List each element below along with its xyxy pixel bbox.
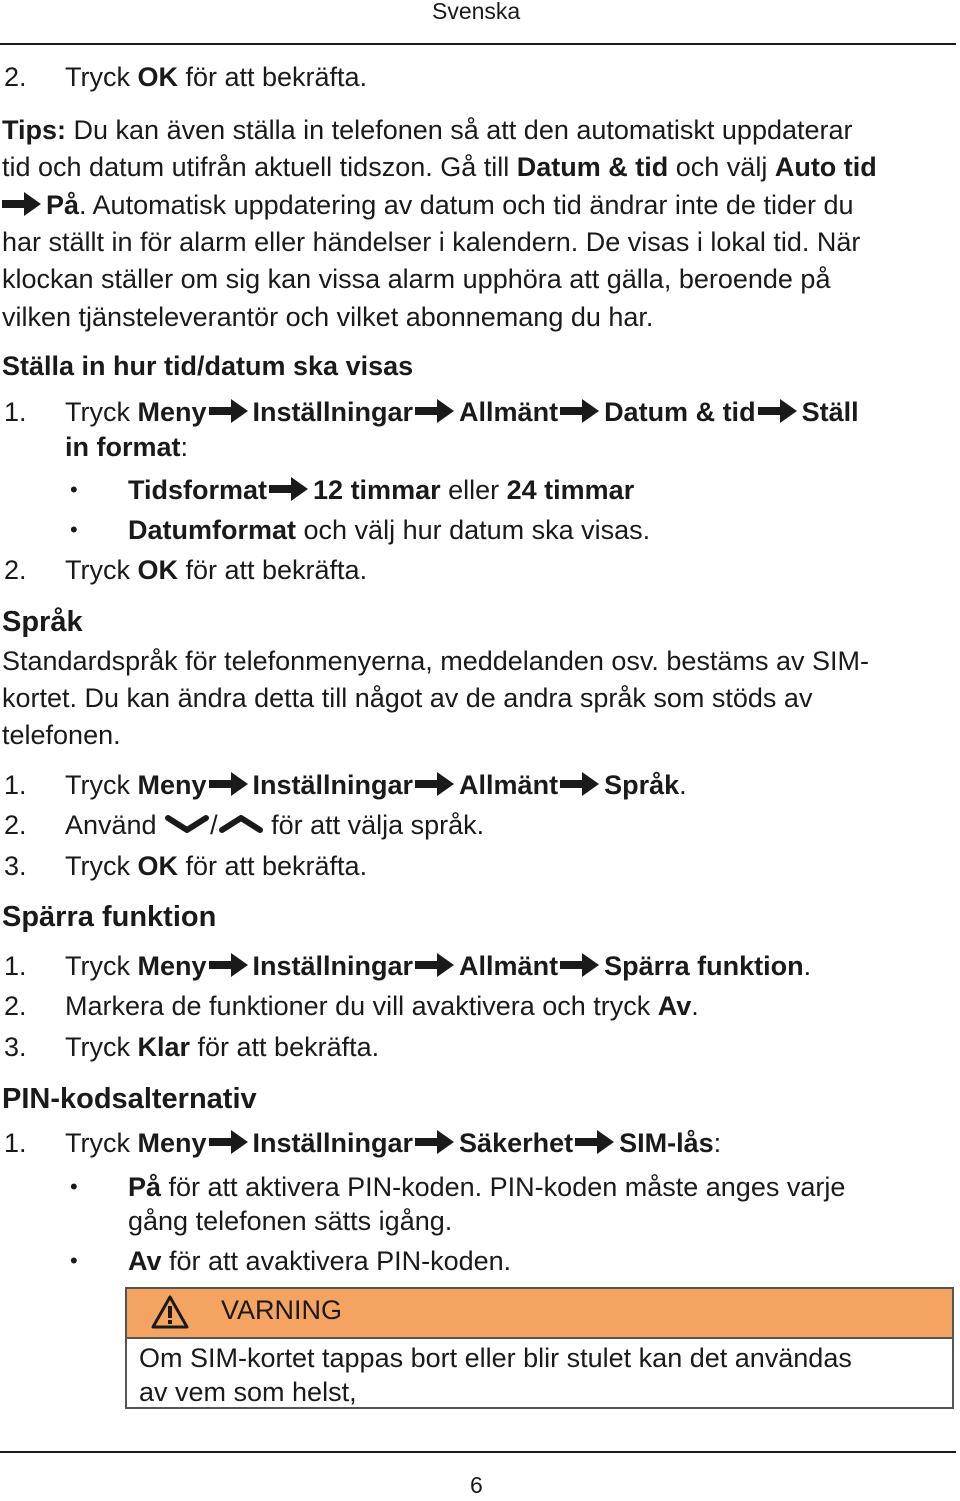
tips-label: Tips:: [2, 115, 67, 145]
tips-line-3: På. Automatisk uppdatering av datum och tid ändrar inte de tider du: [2, 188, 854, 222]
ok-key: OK: [137, 62, 178, 92]
page-number: 6: [470, 1472, 483, 1498]
section-heading: Språk: [2, 606, 83, 638]
bullet: •: [70, 1174, 78, 1199]
arrow-right-icon: [560, 771, 600, 797]
arrow-right-icon: [415, 771, 455, 797]
tips-line-1: Tips: Du kan även ställa in telefonen så att den automatiskt uppdaterar: [2, 115, 853, 145]
arrow-right-icon: [269, 476, 309, 502]
arrow-right-icon: [758, 398, 798, 424]
arrow-right-icon: [415, 1129, 455, 1155]
section-heading: Ställa in hur tid/datum ska visas: [2, 351, 414, 381]
arrow-right-icon: [415, 398, 455, 424]
warning-text: Om SIM-kortet tappas bort eller blir stulet kan det användas av vem som helst,: [139, 1343, 852, 1407]
bullet: •: [70, 477, 78, 502]
bullet: •: [70, 517, 78, 542]
tips-line-5: klockan ställer om sig kan vissa alarm upphöra att gälla, beroende på: [2, 264, 831, 294]
bullet: •: [70, 1248, 78, 1273]
header-language: Svenska: [432, 0, 521, 24]
step-number: 2.: [4, 62, 27, 92]
header-divider: [0, 43, 956, 45]
footer-divider: [0, 1451, 956, 1453]
arrow-right-icon: [2, 191, 42, 217]
paragraph-line: Standardspråk för telefonmenyerna, meddelanden osv. bestäms av SIM-: [2, 646, 869, 676]
tips-line-6: vilken tjänsteleverantör och vilket abonnemang du har.: [2, 302, 654, 332]
arrow-right-icon: [575, 1129, 615, 1155]
warning-box: [125, 1287, 954, 1409]
tips-line-2: tid och datum utifrån aktuell tidszon. Gå till Datum & tid och välj Auto tid: [2, 152, 877, 182]
tips-line-4: har ställt in för alarm eller händelser i kalendern. De visas i lokal tid. När: [2, 227, 861, 257]
arrow-right-icon: [209, 1129, 249, 1155]
menu-item: Meny: [137, 397, 207, 427]
paragraph-line: telefonen.: [2, 720, 121, 750]
section-heading: PIN-kodsalternativ: [2, 1083, 257, 1115]
chevron-up-icon: [218, 812, 264, 836]
arrow-right-icon: [560, 398, 600, 424]
chevron-down-icon: [164, 812, 210, 836]
arrow-right-icon: [209, 398, 249, 424]
warning-header: [127, 1289, 952, 1339]
warning-title: VARNING: [221, 1295, 343, 1325]
arrow-right-icon: [415, 952, 455, 978]
arrow-right-icon: [209, 952, 249, 978]
arrow-right-icon: [209, 771, 249, 797]
arrow-right-icon: [560, 952, 600, 978]
paragraph-line: kortet. Du kan ändra detta till något av de andra språk som stöds av: [2, 683, 813, 713]
section-heading: Spärra funktion: [2, 901, 217, 933]
warning-triangle-icon: [151, 1295, 189, 1329]
